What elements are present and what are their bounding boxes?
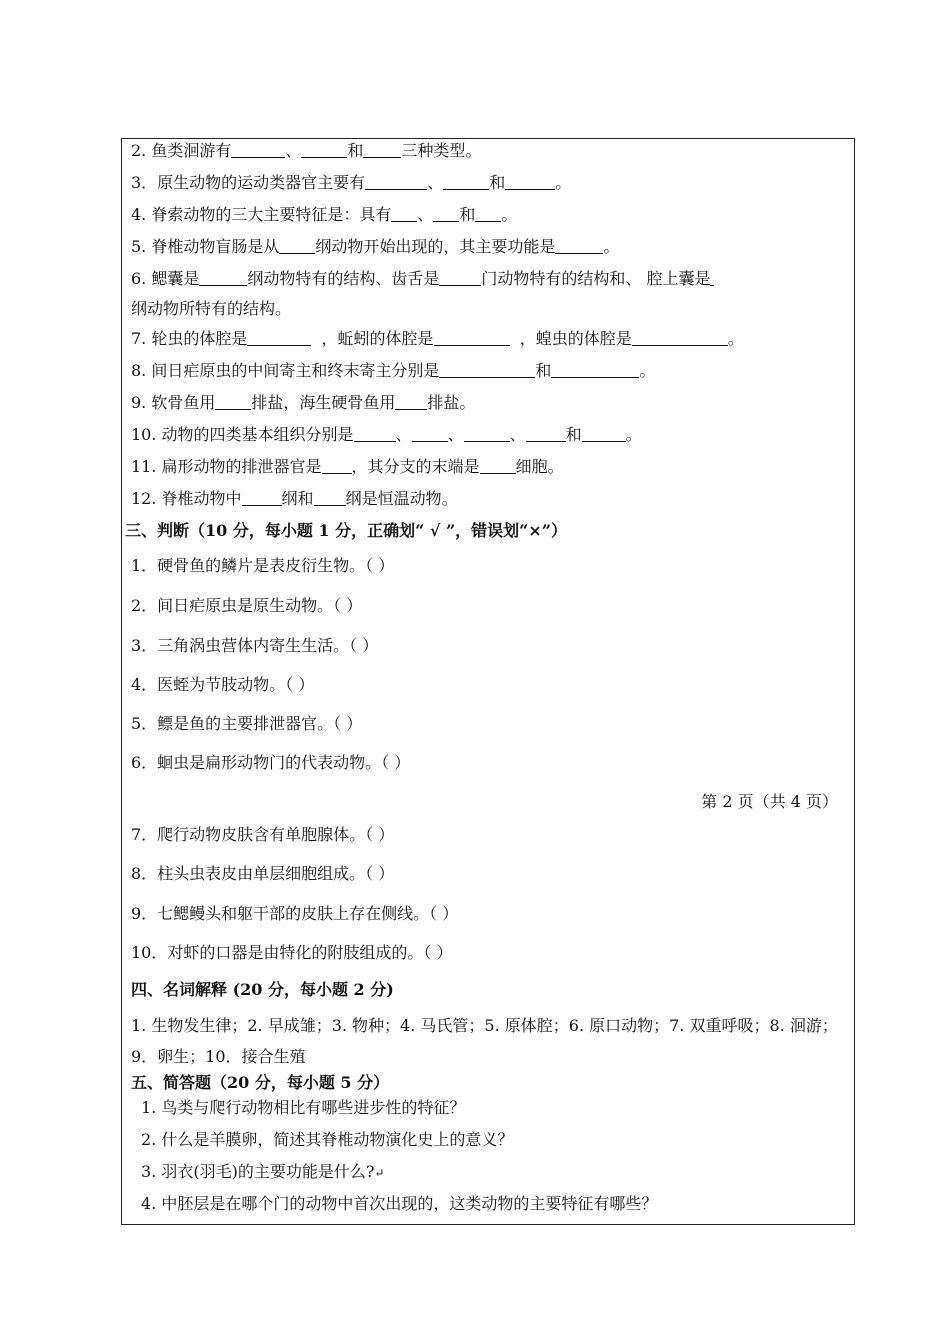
fill-question-5 — [131, 237, 619, 257]
question-text: 。 — [555, 173, 572, 192]
answer-blank — [354, 426, 396, 442]
question-text: 排盐。 — [427, 393, 476, 412]
question-text: 5. 脊椎动物盲肠是从 — [131, 237, 280, 256]
question-text: ，蚯蚓的体腔是 — [321, 329, 434, 348]
answer-blank — [363, 142, 401, 158]
judgment-item: 3．三角涡虫营体内寄生生活。（ ） — [131, 636, 379, 655]
short-answer-item — [141, 1162, 384, 1183]
question-text: 12. 脊椎动物中 — [131, 489, 242, 508]
answer-blank — [301, 142, 347, 158]
question-text: 门动物特有的结构和、 腔上囊是 — [481, 269, 711, 288]
question-text: 3. 羽衣(羽毛)的主要功能是什么? — [141, 1162, 375, 1181]
answer-blank — [433, 206, 459, 222]
fill-question-7 — [131, 329, 744, 349]
question-text: 和 — [535, 361, 552, 380]
question-text: 和 — [565, 425, 582, 444]
judgment-item: 1．硬骨鱼的鳞片是表皮衍生物。（ ） — [131, 556, 395, 575]
question-text: 。 — [625, 425, 642, 444]
judgment-item: 4．医蛭为节肢动物。（ ） — [131, 675, 315, 694]
fill-question-11 — [131, 457, 564, 477]
question-text: 6. 鳃囊是 — [131, 269, 200, 288]
answer-blank — [395, 394, 427, 410]
question-text: 排盐，海生硬骨鱼用 — [251, 393, 396, 412]
answer-blank — [391, 206, 417, 222]
question-text: 纲动物特有的结构、齿舌是 — [247, 269, 440, 288]
question-text: 。 — [501, 205, 518, 224]
short-answer-item: 1. 鸟类与爬行动物相比有哪些进步性的特征？ — [141, 1098, 466, 1117]
page-number: 第 2 页（共 4 页） — [701, 792, 838, 811]
question-text: 和 — [347, 141, 364, 160]
fill-question-10 — [131, 425, 642, 445]
judgment-item: 5．鳔是鱼的主要排泄器官。（ ） — [131, 714, 363, 733]
question-text: 纲和 — [281, 489, 314, 508]
answer-blank — [464, 426, 510, 442]
question-text: 、 — [417, 205, 434, 224]
fill-question-6 — [131, 269, 714, 289]
question-text: 纲动物开始出现的，其主要功能是 — [315, 237, 556, 256]
answer-blank — [439, 270, 481, 286]
answer-blank — [231, 142, 285, 158]
question-text: 8. 间日疟原虫的中间寄主和终末寄主分别是 — [131, 361, 440, 380]
term-list: 1. 生物发生律；2. 早成雏；3. 物种；4. 马氏管；5. 原体腔；6. 原口动物；7. 双重呼吸；8. 洄游；9．卵生；10．接合生殖 — [131, 1016, 838, 1066]
answer-blank — [199, 270, 247, 286]
answer-blank — [551, 362, 639, 378]
fill-question-2 — [131, 141, 481, 161]
question-text: 、 — [509, 425, 526, 444]
question-text: 和 — [459, 205, 476, 224]
question-text: 三种类型。 — [401, 141, 482, 160]
question-text: 2. 鱼类洄游有 — [131, 141, 232, 160]
answer-blank — [439, 362, 535, 378]
judgment-item: 7．爬行动物皮肤含有单胞腺体。（ ） — [131, 825, 395, 844]
judgment-item: 10．对虾的口器是由特化的附肢组成的。（ ） — [131, 943, 453, 962]
section-4-title: 四、名词解释 (20 分，每小题 2 分) — [131, 980, 394, 999]
question-text: 。 — [603, 237, 620, 256]
answer-blank — [314, 490, 346, 506]
question-text: 和 — [489, 173, 506, 192]
question-text: 11. 扁形动物的排泄器官是 — [131, 457, 322, 476]
answer-blank — [710, 270, 714, 286]
section-3-title: 三、判断（10 分，每小题 1 分，正确划“ √ ”，错误划“×”） — [125, 521, 567, 540]
answer-blank — [505, 174, 555, 190]
answer-blank — [412, 426, 448, 442]
answer-blank — [322, 458, 352, 474]
question-text: 、 — [395, 425, 412, 444]
fill-question-9 — [131, 393, 475, 413]
answer-blank — [279, 238, 315, 254]
paragraph-mark-icon: ↵ — [374, 1166, 385, 1180]
question-text: ，其分支的末端是 — [351, 457, 480, 476]
question-text: 、 — [285, 141, 302, 160]
fill-question-4 — [131, 205, 517, 225]
judgment-item: 2．间日疟原虫是原生动物。（ ） — [131, 596, 363, 615]
answer-blank — [215, 394, 251, 410]
answer-blank — [632, 330, 728, 346]
question-text: 4. 脊索动物的三大主要特征是：具有 — [131, 205, 392, 224]
fill-question-8 — [131, 361, 655, 381]
fill-question-3 — [131, 173, 571, 193]
question-text: 、 — [447, 425, 464, 444]
answer-blank — [526, 426, 566, 442]
question-text: 、 — [427, 173, 444, 192]
answer-blank — [242, 490, 282, 506]
answer-blank — [434, 330, 510, 346]
answer-blank — [582, 426, 626, 442]
fill-question-6-continued — [131, 299, 291, 319]
short-answer-item: 2. 什么是羊膜卵，简述其脊椎动物演化史上的意义？ — [141, 1130, 514, 1149]
question-text: 纲是恒温动物。 — [345, 489, 458, 508]
answer-blank — [443, 174, 489, 190]
judgment-item: 8．柱头虫表皮由单层细胞组成。（ ） — [131, 864, 395, 883]
answer-blank — [365, 174, 427, 190]
question-text: 纲动物所特有的结构。 — [131, 299, 292, 318]
section-5-title: 五、简答题（20 分，每小题 5 分） — [131, 1073, 390, 1092]
judgment-item: 9．七鳃鳗头和躯干部的皮肤上存在侧线。（ ） — [131, 904, 459, 923]
question-text: ，蝗虫的体腔是 — [519, 329, 632, 348]
short-answer-item: 4. 中胚层是在哪个门的动物中首次出现的，这类动物的主要特征有哪些？ — [141, 1194, 658, 1213]
question-text: 9. 软骨鱼用 — [131, 393, 216, 412]
question-text: 7. 轮虫的体腔是 — [131, 329, 248, 348]
answer-blank — [480, 458, 516, 474]
question-text: 10. 动物的四类基本组织分别是 — [131, 425, 354, 444]
answer-blank — [247, 330, 311, 346]
fill-question-12 — [131, 489, 458, 509]
answer-blank — [555, 238, 603, 254]
question-text: 。 — [639, 361, 656, 380]
answer-blank — [475, 206, 501, 222]
question-text: 3．原生动物的运动类器官主要有 — [131, 173, 366, 192]
question-text: 细胞。 — [515, 457, 564, 476]
question-text: 。 — [727, 329, 744, 348]
judgment-item: 6．蛔虫是扁形动物门的代表动物。（ ） — [131, 753, 411, 772]
